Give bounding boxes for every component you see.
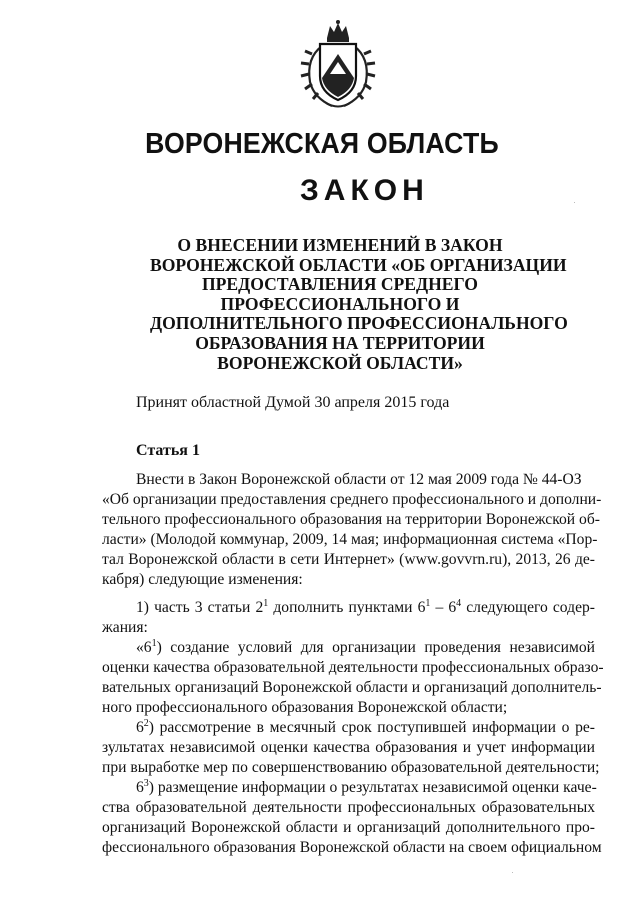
body-line: тал Воронежской области в сети Интернет» (www.govvrn.ru), 2013, 26 де-: [102, 551, 595, 568]
document-type-heading: ЗАКОН: [300, 174, 429, 207]
amendment-item-1: 1) часть 3 статьи $2^1$ дополнить пунктами $6^1 - 6^4$ следующего содер-: [136, 598, 595, 616]
body-line: кабря) следующие изменения:: [102, 571, 303, 588]
point-6-3: $6^3$) размещение информации о результатах независимой оценки каче-: [136, 778, 597, 796]
title-line: ПРЕДОСТАВЛЕНИЯ СРЕДНЕГО: [202, 274, 478, 295]
body-line: ства образовательной деятельности профессиональных образовательных: [102, 799, 595, 816]
body-line: оценки качества образовательной деятельности профессиональных образо-: [102, 659, 604, 676]
body-line: фессионального образования Воронежской области на своем официальном: [102, 839, 602, 856]
body-line: вательных организаций Воронежской области и организаций дополнитель-: [102, 679, 602, 696]
title-line: ВОРОНЕЖСКОЙ ОБЛАСТИ «ОБ ОРГАНИЗАЦИИ: [150, 254, 567, 275]
point-6-1: «$6^1$) создание условий для организации проведения независимой: [136, 638, 595, 656]
title-line: ВОРОНЕЖСКОЙ ОБЛАСТИ»: [217, 352, 463, 373]
article-heading: Статья 1: [136, 442, 200, 459]
law-title: [150, 235, 568, 373]
title-line: ПРОФЕССИОНАЛЬНОГО И: [220, 293, 460, 314]
region-heading: ВОРОНЕЖСКАЯ ОБЛАСТЬ: [145, 128, 499, 160]
body-line: ласти» (Молодой коммунар, 2009, 14 мая; информационная система «Пор-: [102, 531, 598, 548]
body-line: тельного профессионального образования на территории Воронежской об-: [102, 511, 600, 528]
title-line: ОБРАЗОВАНИЯ НА ТЕРРИТОРИИ: [195, 332, 485, 353]
body-line: ного профессионального образования Воронежской области;: [102, 699, 508, 716]
point-6-2: $6^2$) рассмотрение в месячный срок поступившей информации о ре-: [136, 718, 595, 736]
title-line: О ВНЕСЕНИИ ИЗМЕНЕНИЙ В ЗАКОН: [177, 235, 503, 255]
body-line: Внести в Закон Воронежской области от 12 мая 2009 года № 44-ОЗ: [136, 471, 582, 488]
adoption-note: Принят областной Думой 30 апреля 2015 года: [136, 394, 450, 411]
body-line: при выработке мер по совершенствованию образовательной деятельности;: [102, 759, 600, 776]
body-line: «Об организации предоставления среднего профессионального и дополни-: [102, 491, 602, 508]
body-line: жания:: [102, 619, 148, 636]
body-line: организаций Воронежской области и организаций дополнительного про-: [102, 819, 595, 836]
title-line: ДОПОЛНИТЕЛЬНОГО ПРОФЕССИОНАЛЬНОГО: [150, 313, 568, 334]
body-line: зультатах независимой оценки качества образования и учет информации: [102, 739, 595, 756]
scan-speck: [574, 202, 575, 203]
coat-of-arms-emblem: [300, 18, 376, 110]
scan-speck: [512, 872, 513, 873]
